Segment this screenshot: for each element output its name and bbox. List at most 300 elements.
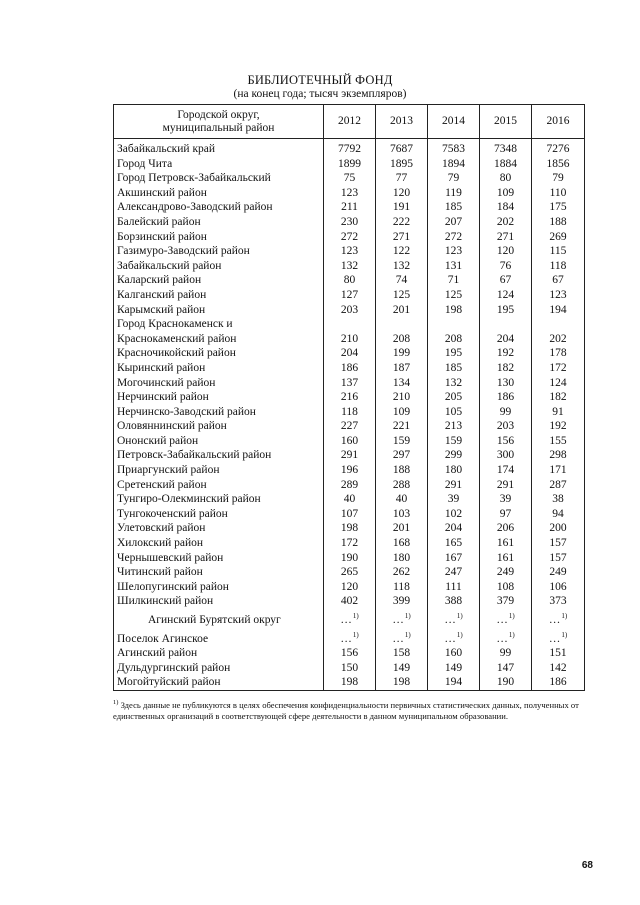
value-text: 180 <box>444 464 463 477</box>
value-text: 271 <box>392 230 411 243</box>
district-name-cell: Карымский район <box>114 303 324 318</box>
value-text: 1894 <box>442 157 465 170</box>
value-cell <box>480 139 532 157</box>
footnote-reference: 1) <box>561 612 568 620</box>
district-name-cell: Александрово-Заводский район <box>114 200 324 215</box>
value-text: 195 <box>496 303 515 316</box>
value-text: 205 <box>444 391 463 404</box>
value-cell <box>376 244 428 259</box>
footnote-reference: 1) <box>352 612 359 620</box>
value-text: 184 <box>496 201 515 214</box>
value-cell <box>428 157 480 172</box>
value-text: 202 <box>496 215 515 228</box>
value-text: 186 <box>340 361 359 374</box>
value-cell <box>480 565 532 580</box>
value-cell <box>428 186 480 201</box>
district-name-cell: Кыринский район <box>114 361 324 376</box>
table-row <box>114 609 585 628</box>
value-text: 269 <box>549 230 567 243</box>
district-name-cell: Чернышевский район <box>114 551 324 566</box>
value-cell <box>428 646 480 661</box>
district-name-cell: Калганский район <box>114 288 324 303</box>
value-cell <box>376 376 428 391</box>
value-cell <box>376 507 428 522</box>
value-cell <box>324 594 376 609</box>
value-text: 180 <box>392 551 411 564</box>
value-cell <box>532 288 585 303</box>
value-text: 168 <box>392 537 411 550</box>
table-row <box>114 200 585 215</box>
column-header-year: 2012 <box>324 105 376 139</box>
district-name-cell: Забайкальский край <box>114 139 324 157</box>
value-text: 39 <box>447 493 460 506</box>
value-cell <box>532 565 585 580</box>
value-cell <box>376 609 428 628</box>
value-text: 288 <box>392 478 411 491</box>
value-text: 127 <box>340 288 359 301</box>
value-text: 137 <box>340 376 359 389</box>
value-text: 120 <box>340 580 359 593</box>
value-cell <box>532 230 585 245</box>
value-text: 191 <box>392 201 411 214</box>
value-cell <box>324 448 376 463</box>
table-row <box>114 661 585 676</box>
value-cell <box>428 675 480 690</box>
value-cell <box>532 405 585 420</box>
value-text: 247 <box>444 566 463 579</box>
table-row <box>114 139 585 157</box>
page-title: БИБЛИОТЕЧНЫЙ ФОНД <box>247 73 393 87</box>
value-text: 71 <box>447 274 460 287</box>
value-cell <box>480 215 532 230</box>
value-text: … <box>548 632 561 645</box>
value-text: 167 <box>444 551 463 564</box>
value-cell <box>428 303 480 318</box>
value-text: 40 <box>395 493 408 506</box>
value-cell <box>480 244 532 259</box>
value-text: 124 <box>496 288 515 301</box>
table-row <box>114 478 585 493</box>
value-cell <box>532 139 585 157</box>
column-header-year: 2016 <box>532 105 585 139</box>
value-cell <box>324 661 376 676</box>
value-text: 216 <box>340 391 359 404</box>
value-cell <box>480 661 532 676</box>
value-cell <box>376 317 428 332</box>
value-text: 291 <box>496 478 515 491</box>
footnote-reference: 1) <box>352 630 359 639</box>
value-cell <box>324 273 376 288</box>
column-header-line1: Городской округ, <box>177 108 260 121</box>
value-cell <box>480 434 532 449</box>
value-text: 188 <box>392 464 411 477</box>
value-cell <box>532 390 585 405</box>
column-header-line2: муниципальный район <box>162 121 275 134</box>
table-row <box>114 675 585 690</box>
value-cell <box>480 259 532 274</box>
value-cell <box>532 376 585 391</box>
value-cell <box>324 230 376 245</box>
value-cell <box>532 661 585 676</box>
value-text: 187 <box>392 361 411 374</box>
value-text: 190 <box>340 551 359 564</box>
value-cell <box>480 463 532 478</box>
value-text: 262 <box>392 566 411 579</box>
district-name-cell: Ононский район <box>114 434 324 449</box>
value-text: … <box>444 632 456 645</box>
value-cell <box>324 646 376 661</box>
value-cell <box>428 288 480 303</box>
value-cell <box>428 536 480 551</box>
value-cell <box>324 478 376 493</box>
table-row <box>114 273 585 288</box>
value-cell <box>324 628 376 647</box>
value-text: 213 <box>444 420 463 433</box>
table-row <box>114 317 585 332</box>
value-cell <box>324 507 376 522</box>
value-cell <box>376 675 428 690</box>
value-cell <box>428 230 480 245</box>
value-cell <box>480 346 532 361</box>
value-cell <box>376 448 428 463</box>
value-text: 201 <box>392 522 411 535</box>
value-cell <box>376 390 428 405</box>
value-cell <box>532 273 585 288</box>
value-cell <box>532 419 585 434</box>
value-text: 7276 <box>546 143 570 155</box>
value-text: 272 <box>444 230 463 243</box>
district-name-cell: Нерчинско-Заводский район <box>114 405 324 420</box>
table-row <box>114 376 585 391</box>
value-text: 159 <box>444 434 463 447</box>
value-text: 1895 <box>390 157 413 170</box>
value-cell <box>480 536 532 551</box>
value-cell <box>324 675 376 690</box>
value-cell <box>428 244 480 259</box>
column-header-year: 2015 <box>480 105 532 139</box>
value-text: 7792 <box>338 143 361 155</box>
value-text: 192 <box>496 347 515 360</box>
value-cell <box>532 303 585 318</box>
value-cell <box>480 405 532 420</box>
value-cell <box>324 215 376 230</box>
table-body <box>114 139 585 691</box>
value-text: 107 <box>340 507 359 520</box>
value-cell <box>532 580 585 595</box>
district-name-cell: Шелопугинский район <box>114 580 324 595</box>
value-cell <box>480 521 532 536</box>
value-text: 161 <box>496 551 515 564</box>
value-text: 207 <box>444 215 463 228</box>
value-text: 194 <box>444 676 463 689</box>
value-cell <box>324 551 376 566</box>
value-text: 156 <box>340 647 359 660</box>
value-cell <box>324 361 376 376</box>
value-text: 99 <box>499 405 512 418</box>
value-cell <box>532 215 585 230</box>
district-name-cell: Дульдургинский район <box>114 661 324 676</box>
value-cell <box>324 259 376 274</box>
value-cell <box>428 376 480 391</box>
value-text: 379 <box>496 595 515 608</box>
value-cell <box>532 536 585 551</box>
value-text: 158 <box>392 647 411 660</box>
value-text: 388 <box>444 595 463 608</box>
value-text: 227 <box>340 420 359 433</box>
value-text: 185 <box>444 361 463 374</box>
value-text: 79 <box>447 172 460 185</box>
value-cell <box>480 594 532 609</box>
value-text: … <box>340 632 352 645</box>
footnote <box>113 697 591 722</box>
value-cell <box>324 317 376 332</box>
value-cell <box>324 376 376 391</box>
value-text: 80 <box>343 274 356 287</box>
footnote-reference: 1) <box>404 612 411 620</box>
value-text: 198 <box>444 303 463 316</box>
value-text: 172 <box>549 361 567 374</box>
value-cell <box>428 171 480 186</box>
page-subtitle: (на конец года; тысяч экземпляров) <box>233 88 407 100</box>
value-text: 40 <box>343 493 356 506</box>
value-text: 123 <box>340 245 359 258</box>
district-name-cell: Борзинский район <box>114 230 324 245</box>
value-cell <box>480 186 532 201</box>
value-text: 7348 <box>494 143 517 155</box>
district-name-cell: Красночикойский район <box>114 346 324 361</box>
value-cell <box>532 332 585 347</box>
value-cell <box>428 661 480 676</box>
value-cell <box>480 273 532 288</box>
value-text: 120 <box>496 245 515 258</box>
value-text: … <box>496 614 508 626</box>
table-row <box>114 507 585 522</box>
value-cell <box>428 390 480 405</box>
value-text: 291 <box>340 449 359 462</box>
value-cell <box>428 215 480 230</box>
value-cell <box>532 463 585 478</box>
district-name-cell: Забайкальский район <box>114 259 324 274</box>
value-cell <box>324 536 376 551</box>
value-cell <box>376 288 428 303</box>
table-row <box>114 628 585 647</box>
table-row <box>114 580 585 595</box>
value-text: 132 <box>392 259 411 272</box>
column-header-year: 2013 <box>376 105 428 139</box>
district-name-cell: Могочинский район <box>114 376 324 391</box>
value-text: 300 <box>496 449 515 462</box>
value-cell <box>324 332 376 347</box>
table-row <box>114 230 585 245</box>
value-text: 99 <box>499 647 512 660</box>
value-text: 249 <box>549 566 567 579</box>
value-text: 111 <box>445 580 462 593</box>
page-number: 68 <box>581 860 593 871</box>
value-text: 123 <box>444 245 463 258</box>
value-text: 39 <box>499 493 512 506</box>
value-cell <box>376 157 428 172</box>
value-cell <box>428 521 480 536</box>
district-name-cell: Краснокаменский район <box>114 332 324 347</box>
value-cell <box>532 628 585 647</box>
value-text: 147 <box>496 661 515 674</box>
value-cell <box>532 551 585 566</box>
value-cell <box>324 521 376 536</box>
library-fund-table <box>113 104 585 691</box>
district-name-cell: Сретенский район <box>114 478 324 493</box>
value-cell <box>376 565 428 580</box>
value-cell <box>480 507 532 522</box>
value-text: 230 <box>340 215 359 228</box>
district-name-cell: Поселок Агинское <box>114 628 324 647</box>
table-row <box>114 521 585 536</box>
district-name-cell: Балейский район <box>114 215 324 230</box>
value-cell <box>324 463 376 478</box>
value-cell <box>428 139 480 157</box>
value-text: 249 <box>496 566 515 579</box>
value-text: 76 <box>499 259 512 272</box>
value-text: 125 <box>444 288 463 301</box>
value-cell <box>428 434 480 449</box>
value-cell <box>480 478 532 493</box>
value-text: 185 <box>444 201 463 214</box>
table-row <box>114 303 585 318</box>
value-text: 67 <box>552 274 564 287</box>
value-cell <box>376 139 428 157</box>
value-text: 38 <box>552 493 564 506</box>
table-row <box>114 565 585 580</box>
district-name-cell: Город Чита <box>114 157 324 172</box>
value-text: 186 <box>496 391 515 404</box>
table-row <box>114 551 585 566</box>
value-text: 110 <box>549 186 567 199</box>
value-text: 1856 <box>546 157 570 170</box>
value-cell <box>324 434 376 449</box>
value-cell <box>428 419 480 434</box>
district-name-cell: Тунгокоченский район <box>114 507 324 522</box>
value-cell <box>480 171 532 186</box>
district-name-cell: Город Краснокаменск и <box>114 317 324 332</box>
value-text: 204 <box>496 332 515 345</box>
value-cell <box>428 332 480 347</box>
value-text: 192 <box>549 420 567 433</box>
value-cell <box>376 661 428 676</box>
value-cell <box>532 646 585 661</box>
value-cell <box>532 186 585 201</box>
value-cell <box>532 259 585 274</box>
value-cell <box>532 171 585 186</box>
value-cell <box>480 376 532 391</box>
value-cell <box>324 186 376 201</box>
value-cell <box>532 609 585 628</box>
value-cell <box>428 361 480 376</box>
value-text: … <box>392 632 404 645</box>
footnote-marker: 1) <box>113 699 119 706</box>
value-cell <box>324 346 376 361</box>
district-name-cell: Акшинский район <box>114 186 324 201</box>
district-name-cell: Оловяннинский район <box>114 419 324 434</box>
value-cell <box>324 580 376 595</box>
value-text: 160 <box>340 434 359 447</box>
district-name-cell: Тунгиро-Олекминский район <box>114 492 324 507</box>
value-text: … <box>548 614 561 626</box>
table-row <box>114 215 585 230</box>
value-text: 198 <box>340 522 359 535</box>
district-name-cell: Могойтуйский район <box>114 675 324 690</box>
value-text: 79 <box>552 172 564 185</box>
value-text: 204 <box>340 347 359 360</box>
value-cell <box>428 273 480 288</box>
value-text: 172 <box>340 537 359 550</box>
value-text: 208 <box>392 332 411 345</box>
value-text: 149 <box>444 661 463 674</box>
value-cell <box>376 405 428 420</box>
value-text: 1884 <box>494 157 517 170</box>
value-cell <box>532 492 585 507</box>
value-text: 103 <box>392 507 411 520</box>
value-text: 7687 <box>390 143 413 155</box>
value-text: 171 <box>549 464 567 477</box>
district-name-cell: Агинский Бурятский округ <box>114 609 324 628</box>
value-cell <box>428 594 480 609</box>
value-cell <box>324 288 376 303</box>
value-cell <box>376 303 428 318</box>
value-cell <box>428 200 480 215</box>
value-cell <box>324 200 376 215</box>
value-text: 198 <box>392 676 411 689</box>
value-text: 94 <box>552 507 564 520</box>
value-cell <box>428 463 480 478</box>
value-cell <box>376 200 428 215</box>
value-cell <box>428 259 480 274</box>
value-text: 97 <box>499 507 512 520</box>
value-cell <box>480 551 532 566</box>
value-cell <box>532 521 585 536</box>
value-text: 160 <box>444 647 463 660</box>
value-cell <box>376 273 428 288</box>
value-text: 194 <box>549 303 567 316</box>
table-row <box>114 157 585 172</box>
value-cell <box>324 244 376 259</box>
value-text: 196 <box>340 464 359 477</box>
value-text: 161 <box>496 537 515 550</box>
table-row <box>114 646 585 661</box>
value-text: 297 <box>392 449 411 462</box>
value-text: 134 <box>392 376 411 389</box>
value-cell <box>532 448 585 463</box>
value-text: 109 <box>392 405 411 418</box>
value-text: 178 <box>549 347 567 360</box>
value-text: 210 <box>392 391 411 404</box>
table-row <box>114 463 585 478</box>
value-text: 131 <box>444 259 463 272</box>
value-text: 208 <box>444 332 463 345</box>
value-text: 132 <box>340 259 359 272</box>
value-cell <box>376 492 428 507</box>
value-text: 272 <box>340 230 359 243</box>
value-text: 132 <box>444 376 463 389</box>
value-cell <box>324 492 376 507</box>
district-name-cell: Приаргунский район <box>114 463 324 478</box>
value-cell <box>428 317 480 332</box>
table-row <box>114 259 585 274</box>
footnote-reference: 1) <box>508 612 515 620</box>
value-cell <box>428 507 480 522</box>
value-text: 157 <box>549 551 567 564</box>
value-text: 399 <box>392 595 411 608</box>
value-cell <box>480 157 532 172</box>
value-cell <box>324 609 376 628</box>
